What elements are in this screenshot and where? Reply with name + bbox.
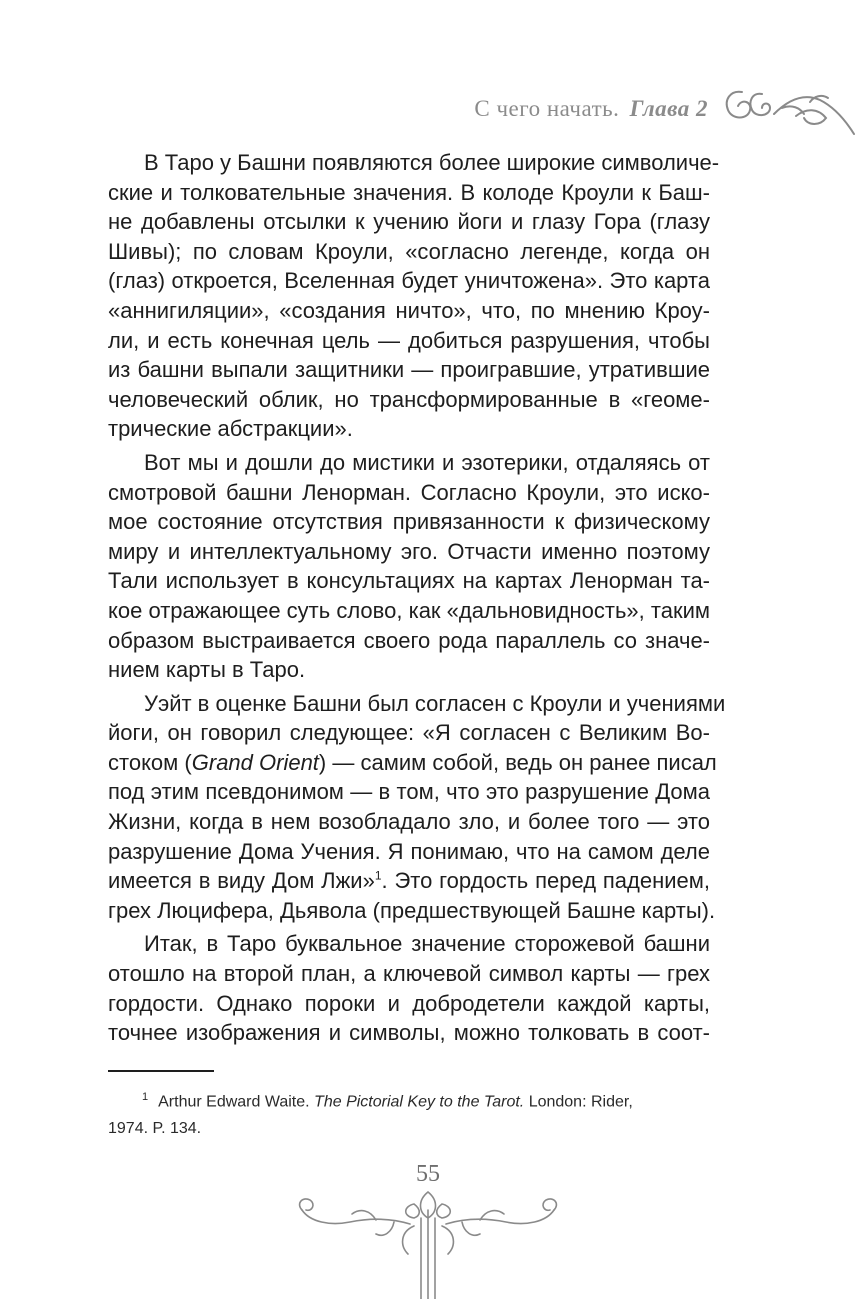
paragraph-4 [108,929,710,1047]
text-line: Итак, в Таро буквальное значение сторожевой башни [144,931,710,957]
text-run: имеется в виду Дом Лжи» [108,868,375,894]
footnote-year-page: 1974. P. 134. [108,1120,202,1138]
body-text [108,148,726,1052]
text-line: образом выстраивается своего рода параллель со значе- [108,627,710,653]
text-line: разрушение Дома Учения. Я понимаю, что на самом деле [108,838,710,864]
paragraph-2 [108,448,710,685]
text-line: кое отражающее суть слово, как «дальновидность», таким [108,597,710,623]
text-line: гордости. Однако пороки и добродетели каждой карты, [108,990,710,1016]
swirl-ornament-icon [716,78,856,140]
text-line: под этим псевдонимом — в том, что это разрушение Дома [108,779,710,805]
text-line: человеческий облик, но трансформированные в «геоме- [108,386,710,412]
text-line: Вот мы и дошли до мистики и эзотерики, отдаляясь от [144,449,710,475]
text-run: . Это гордость перед падением, [381,868,710,894]
text-line: не добавлены отсылки к учению йоги и глазу Гора (глазу [108,209,710,235]
page-number: 55 [416,1161,440,1187]
running-header [474,96,708,122]
footnote-publisher: London: Rider, [528,1093,633,1111]
text-line: Тали использует в консультациях на картах Ленорман та- [108,568,710,594]
footnote-line [108,1084,710,1115]
text-line: ские и толковательные значения. В колоде Кроули к Баш- [108,179,710,205]
text-line: Уэйт в оценке Башни был согласен с Кроули и учениями [144,690,726,716]
text-run: ) — самим собой, ведь он ранее писал [318,749,717,775]
text-line: В Таро у Башни появляются более широкие символиче- [144,150,720,175]
footnote [108,1084,710,1142]
footnote-reference[interactable]: 1 [374,868,382,883]
text-line: трические абстракции». [108,416,353,442]
text-line: (глаз) откроется, Вселенная будет уничтожена». Это карта [108,268,710,294]
header-chapter: Глава 2 [629,96,708,121]
floral-ornament-icon [290,1188,566,1299]
text-line: грех Люцифера, Дьявола (предшествующей Башне карты). [108,897,716,923]
text-line: смотровой башни Ленорман. Согласно Кроули, это иско- [108,479,710,505]
paragraph-3 [108,689,726,926]
text-line: «аннигиляции», «создания ничто», что, по мнению Кроу- [108,297,710,323]
text-run: стоком ( [108,749,192,775]
text-line-with-footnote [108,866,710,896]
text-line: мое состояние отсутствия привязанности к физическому [108,509,710,535]
italic-title: Grand Orient [191,749,319,775]
paragraph-1 [108,148,720,444]
text-line: Шивы); по словам Кроули, «согласно легенде, когда он [108,238,710,264]
footnote-book-title: The Pictorial Key to the Tarot. [314,1093,525,1111]
text-line: точнее изображения и символы, можно толковать в соот- [108,1020,710,1046]
text-line: нием карты в Таро. [108,657,306,683]
text-line: отошло на второй план, а ключевой символ карты — грех [108,961,710,987]
footnote-author: Arthur Edward Waite. [158,1093,310,1111]
text-line: из башни выпали защитники — проигравшие, утратившие [108,357,710,383]
footnote-mark: 1 [142,1091,149,1103]
text-line: йоги, он говорил следующее: «Я согласен с Великим Во- [108,720,710,746]
text-line: миру и интеллектуальному эго. Отчасти именно поэтому [108,538,710,564]
text-line-with-italic [108,748,717,778]
text-line: ли, и есть конечная цель — добиться разрушения, чтобы [108,327,710,353]
header-title: С чего начать. [474,96,620,121]
text-line: Жизни, когда в нем возобладало зло, и более того — это [108,809,710,835]
footnote-divider [108,1070,214,1072]
